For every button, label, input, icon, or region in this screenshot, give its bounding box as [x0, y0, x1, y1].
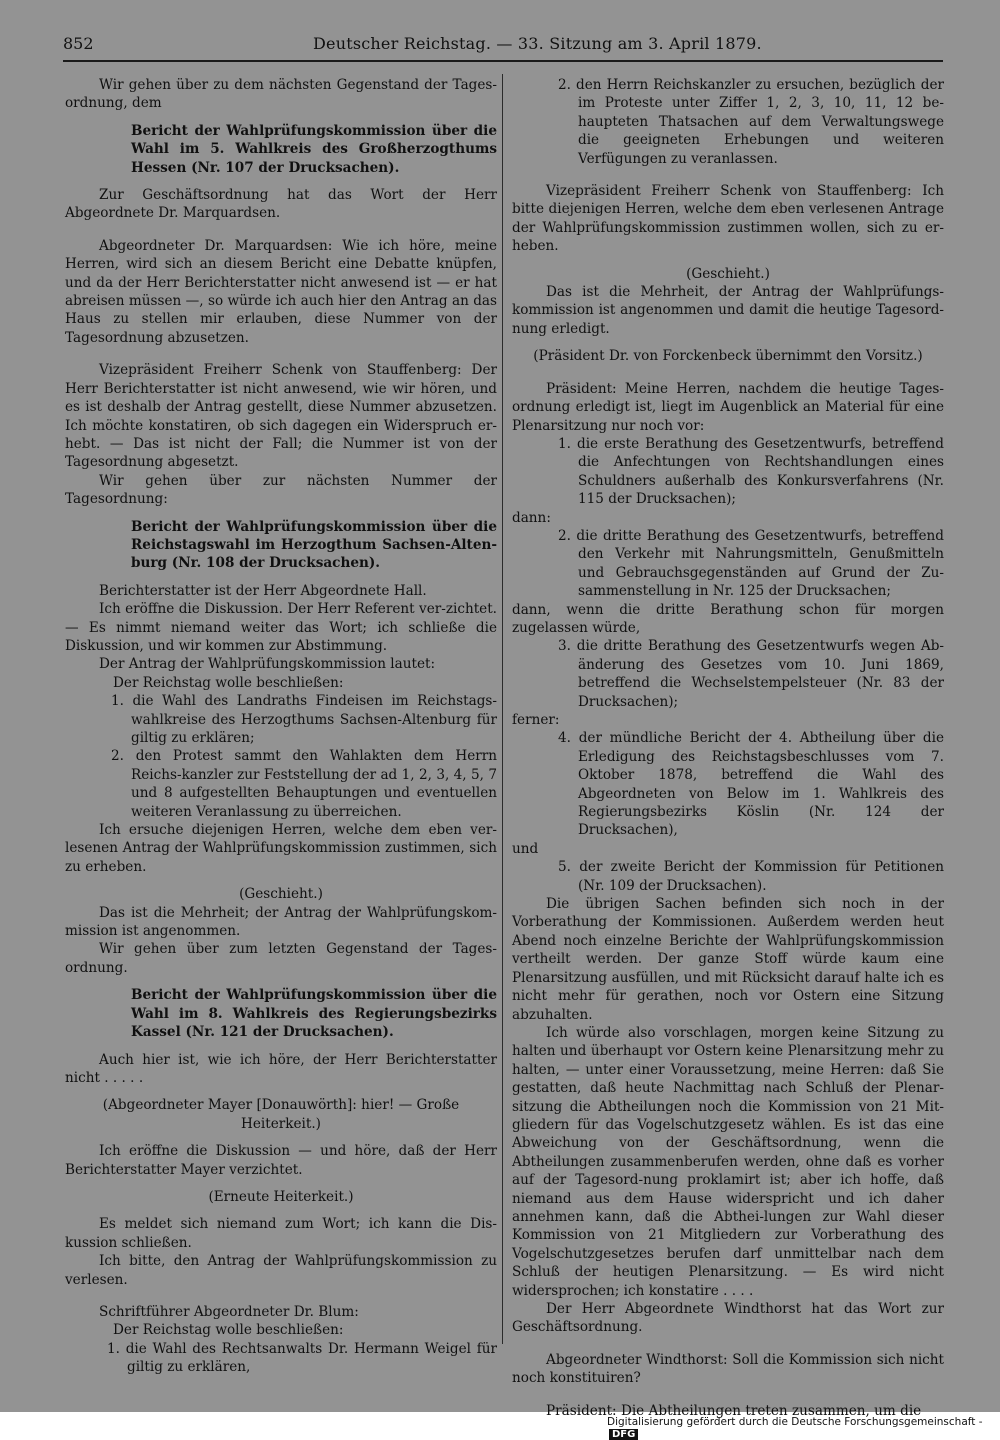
paragraph: Das ist die Mehrheit; der Antrag der Wahlprüfungskom-mission ist angenommen.	[65, 904, 497, 940]
list-item: 2. den Herrn Reichskanzler zu ersuchen, bezüglich der im Proteste unter Ziffer 1, 2, 3, 10, 11, 12 be-haupteten Thatsachen auf dem Verwaltungswege die geeigneten Erhebungen und weiteren Verfügungen zu veranlassen.	[558, 77, 944, 167]
paragraph: und	[512, 840, 539, 857]
agenda-heading: Bericht der Wahlprüfungskommission über die Wahl im 5. Wahlkreis des Großherzogthums Hessen (Nr. 107 der Drucksachen).	[131, 122, 497, 176]
column-divider	[502, 74, 503, 1344]
footer-text: Digitalisierung gefördert durch die Deutsche Forschungsgemeinschaft -	[607, 1416, 983, 1428]
paragraph: Zur Geschäftsordnung hat das Wort der Herr Abgeordnete Dr. Marquardsen.	[65, 187, 497, 222]
paragraph: Wir gehen über zum letzten Gegenstand der Tages-ordnung.	[65, 941, 497, 976]
right-column	[512, 76, 944, 1420]
paragraph: Die übrigen Sachen befinden sich noch in der Vorberathung der Kommissionen. Außerdem werden heut Abend noch einzelne Berichte der Wahlprüfungskommission vertheilt werden. Der ganze Stoff würde kaum eine Plenarsitzung ausfüllen, und mit Rücksicht darauf halte ich es nicht mehr für gerathen, noch vor Ostern eine Sitzung abzuhalten.	[512, 896, 944, 1023]
list-item: 2. den Protest sammt den Wahlakten dem Herrn Reichs-kanzler zur Feststellung der ad 1, 2, 3, 4, 5, 7 und 8 aufgestellten Behauptungen und eventuellen weiteren Veranlassung zu überreichen.	[111, 748, 497, 820]
speech-stauffenberg: Vizepräsident Freiherr Schenk von Stauffenberg: Ich bitte diejenigen Herren, welche dem eben verlesenen Antrage der Wahlprüfungskommission zustimmen wollen, sich zu er-heben.	[512, 183, 944, 255]
paragraph: Ich würde also vorschlagen, morgen keine Sitzung zu halten und überhaupt vor Ostern keine Plenarsitzung mehr zu halten, — unter einer Voraussetzung, meine Herren: daß Sie gestatten, daß heute Nachmittag nach Schluß der Plenar-sitzung die Abtheilungen noch die Kommission von 21 Mit-gliedern für das Vogelschutzgesetz wählen. Es ist das eine Abweichung von der Geschäftsordnung, wenn die Abtheilungen zusammenberufen werden, ohne daß es vorher auf der Tagesord-nung proklamirt ist; aber ich hoffe, daß niemand aus dem Hause widerspricht und ich daher annehmen kann, daß die Abthei-lungen zur Wahl dieser Kommission von 21 Mitgliedern zur Vorberathung des Vogelschutzgesetzes berufen darf unmittelbar nach dem Schluß der heutigen Plenarsitzung. — Es wird nicht widersprochen; ich konstatire . . . .	[512, 1024, 944, 1299]
speech-president: Präsident: Die Abtheilungen treten zusammen, um die	[546, 1402, 922, 1419]
stage-direction: (Geschieht.)	[686, 265, 770, 282]
paragraph: dann:	[512, 509, 551, 526]
speech-stauffenberg: Vizepräsident Freiherr Schenk von Stauffenberg: Der Herr Berichterstatter ist nicht anwesend, wie wir hören, und es ist deshalb der Antrag gestellt, diese Nummer abzusetzen. Ich möchte konstatiren, ob sich dagegen ein Widerspruch er-hebt. — Das ist nicht der Fall; die Nummer ist von der Tagesordnung abgesetzt.	[65, 362, 497, 471]
paragraph: Ich bitte, den Antrag der Wahlprüfungskommission zu verlesen.	[65, 1253, 497, 1288]
paragraph: Ich ersuche diejenigen Herren, welche dem eben ver-lesenen Antrag der Wahlprüfungskommission zustimmen, sich zu erheben.	[65, 822, 497, 875]
dfg-logo: DFG	[609, 1429, 638, 1440]
list-item: 1. die Wahl des Landraths Findeisen im Reichstags-wahlkreise des Herzogthums Sachsen-Altenburg für giltig zu erklären;	[111, 693, 497, 746]
resolution-intro: Der Reichstag wolle beschließen:	[113, 1322, 344, 1339]
header-title: Deutscher Reichstag. — 33. Sitzung am 3. April 1879.	[313, 34, 762, 53]
paragraph: Wir gehen über zur nächsten Nummer der Tagesordnung:	[65, 472, 497, 508]
list-item: 5. der zweite Bericht der Kommission für Petitionen (Nr. 109 der Drucksachen).	[558, 859, 944, 894]
list-item: 4. der mündliche Bericht der 4. Abtheilung über die Erledigung des Reichstagsbeschlusses vom 7. Oktober 1878, betreffend die Wahl des Abgeordneten von Below im 1. Wahlkreis des Regierungsbezirks Köslin (Nr. 124 der Drucksachen),	[558, 730, 944, 839]
stage-direction: (Geschieht.)	[239, 886, 323, 903]
resolution-intro: Der Reichstag wolle beschließen:	[113, 674, 344, 691]
header-rule	[63, 60, 943, 62]
speech-president: Präsident: Meine Herren, nachdem die heutige Tages-ordnung erledigt ist, liegt im Augenblick an Material für eine Plenarsitzung nur noch vor:	[512, 380, 944, 434]
speech-windthorst: Abgeordneter Windthorst: Soll die Kommission sich nicht noch konstituiren?	[512, 1351, 944, 1387]
list-item: 3. die dritte Berathung des Gesetzentwurfs wegen Ab-änderung des Gesetzes vom 10. Juni 1869, betreffend die Wechselstempelsteuer (Nr. 83 der Drucksachen);	[558, 638, 944, 710]
paragraph: Ich eröffne die Diskussion — und höre, daß der Herr Berichterstatter Mayer verzichtet.	[65, 1143, 497, 1178]
paragraph: Der Antrag der Wahlprüfungskommission lautet:	[99, 656, 436, 673]
stage-direction: (Präsident Dr. von Forckenbeck übernimmt den Vorsitz.)	[533, 348, 923, 365]
stage-direction: (Erneute Heiterkeit.)	[208, 1188, 354, 1205]
agenda-heading: Bericht der Wahlprüfungskommission über die Wahl im 8. Wahlkreis des Regierungsbezirks Kassel (Nr. 121 der Drucksachen).	[131, 987, 497, 1041]
left-column	[65, 76, 497, 1377]
paragraph: Das ist die Mehrheit, der Antrag der Wahlprüfungs-kommission ist angenommen und damit die heutige Tagesord-nung erledigt.	[512, 284, 944, 337]
agenda-heading: Bericht der Wahlprüfungskommission über die Reichstagswahl im Herzogthum Sachsen-Alten-burg (Nr. 108 der Drucksachen).	[131, 518, 497, 572]
page-number: 852	[63, 34, 94, 53]
digitization-footer	[607, 1416, 1000, 1440]
running-header	[63, 30, 943, 56]
paragraph: Es meldet sich niemand zum Wort; ich kann die Dis-kussion schließen.	[65, 1216, 497, 1251]
list-item: 1. die erste Berathung des Gesetzentwurfs, betreffend die Anfechtungen von Rechtshandlungen eines Schuldners außerhalb des Konkursverfahrens (Nr. 115 der Drucksachen);	[558, 435, 944, 508]
paragraph: Ich eröffne die Diskussion. Der Herr Referent ver-zichtet. — Es nimmt niemand weiter das Wort; ich schließe die Diskussion, und wir kommen zur Abstimmung.	[65, 601, 497, 654]
paragraph: Der Herr Abgeordnete Windthorst hat das Wort zur Geschäftsordnung.	[512, 1301, 944, 1336]
stage-direction: (Abgeordneter Mayer [Donauwörth]: hier! — Große Heiterkeit.)	[102, 1097, 460, 1132]
list-item: 2. die dritte Berathung des Gesetzentwurfs, betreffend den Verkehr mit Nahrungsmitteln, Genußmitteln und Gebrauchsgegenständen auf Grund der Zu-sammenstellung in Nr. 125 der Drucksachen;	[558, 527, 944, 600]
paragraph: Auch hier ist, wie ich höre, der Herr Berichterstatter nicht . . . . .	[65, 1051, 497, 1086]
paragraph: ferner:	[512, 712, 560, 728]
paragraph: dann, wenn die dritte Berathung schon für morgen zugelassen würde,	[512, 601, 944, 636]
paragraph: Wir gehen über zu dem nächsten Gegenstand der Tages-ordnung, dem	[65, 77, 497, 112]
speech-marquardsen: Abgeordneter Dr. Marquardsen: Wie ich höre, meine Herren, wird sich an diesem Bericht eine Debatte knüpfen, und da der Herr Berichterstatter nicht anwesend ist — er hat abreisen müssen —, so würde ich auch hier den Antrag an das Haus zu stellen mir erlauben, diese Nummer von der Tagesordnung abzusetzen.	[65, 237, 497, 346]
list-item: 1. die Wahl des Rechtsanwalts Dr. Hermann Weigel für giltig zu erklären,	[107, 1340, 497, 1376]
paragraph: Berichterstatter ist der Herr Abgeordnete Hall.	[99, 582, 427, 599]
speech-blum: Schriftführer Abgeordneter Dr. Blum:	[99, 1303, 359, 1320]
